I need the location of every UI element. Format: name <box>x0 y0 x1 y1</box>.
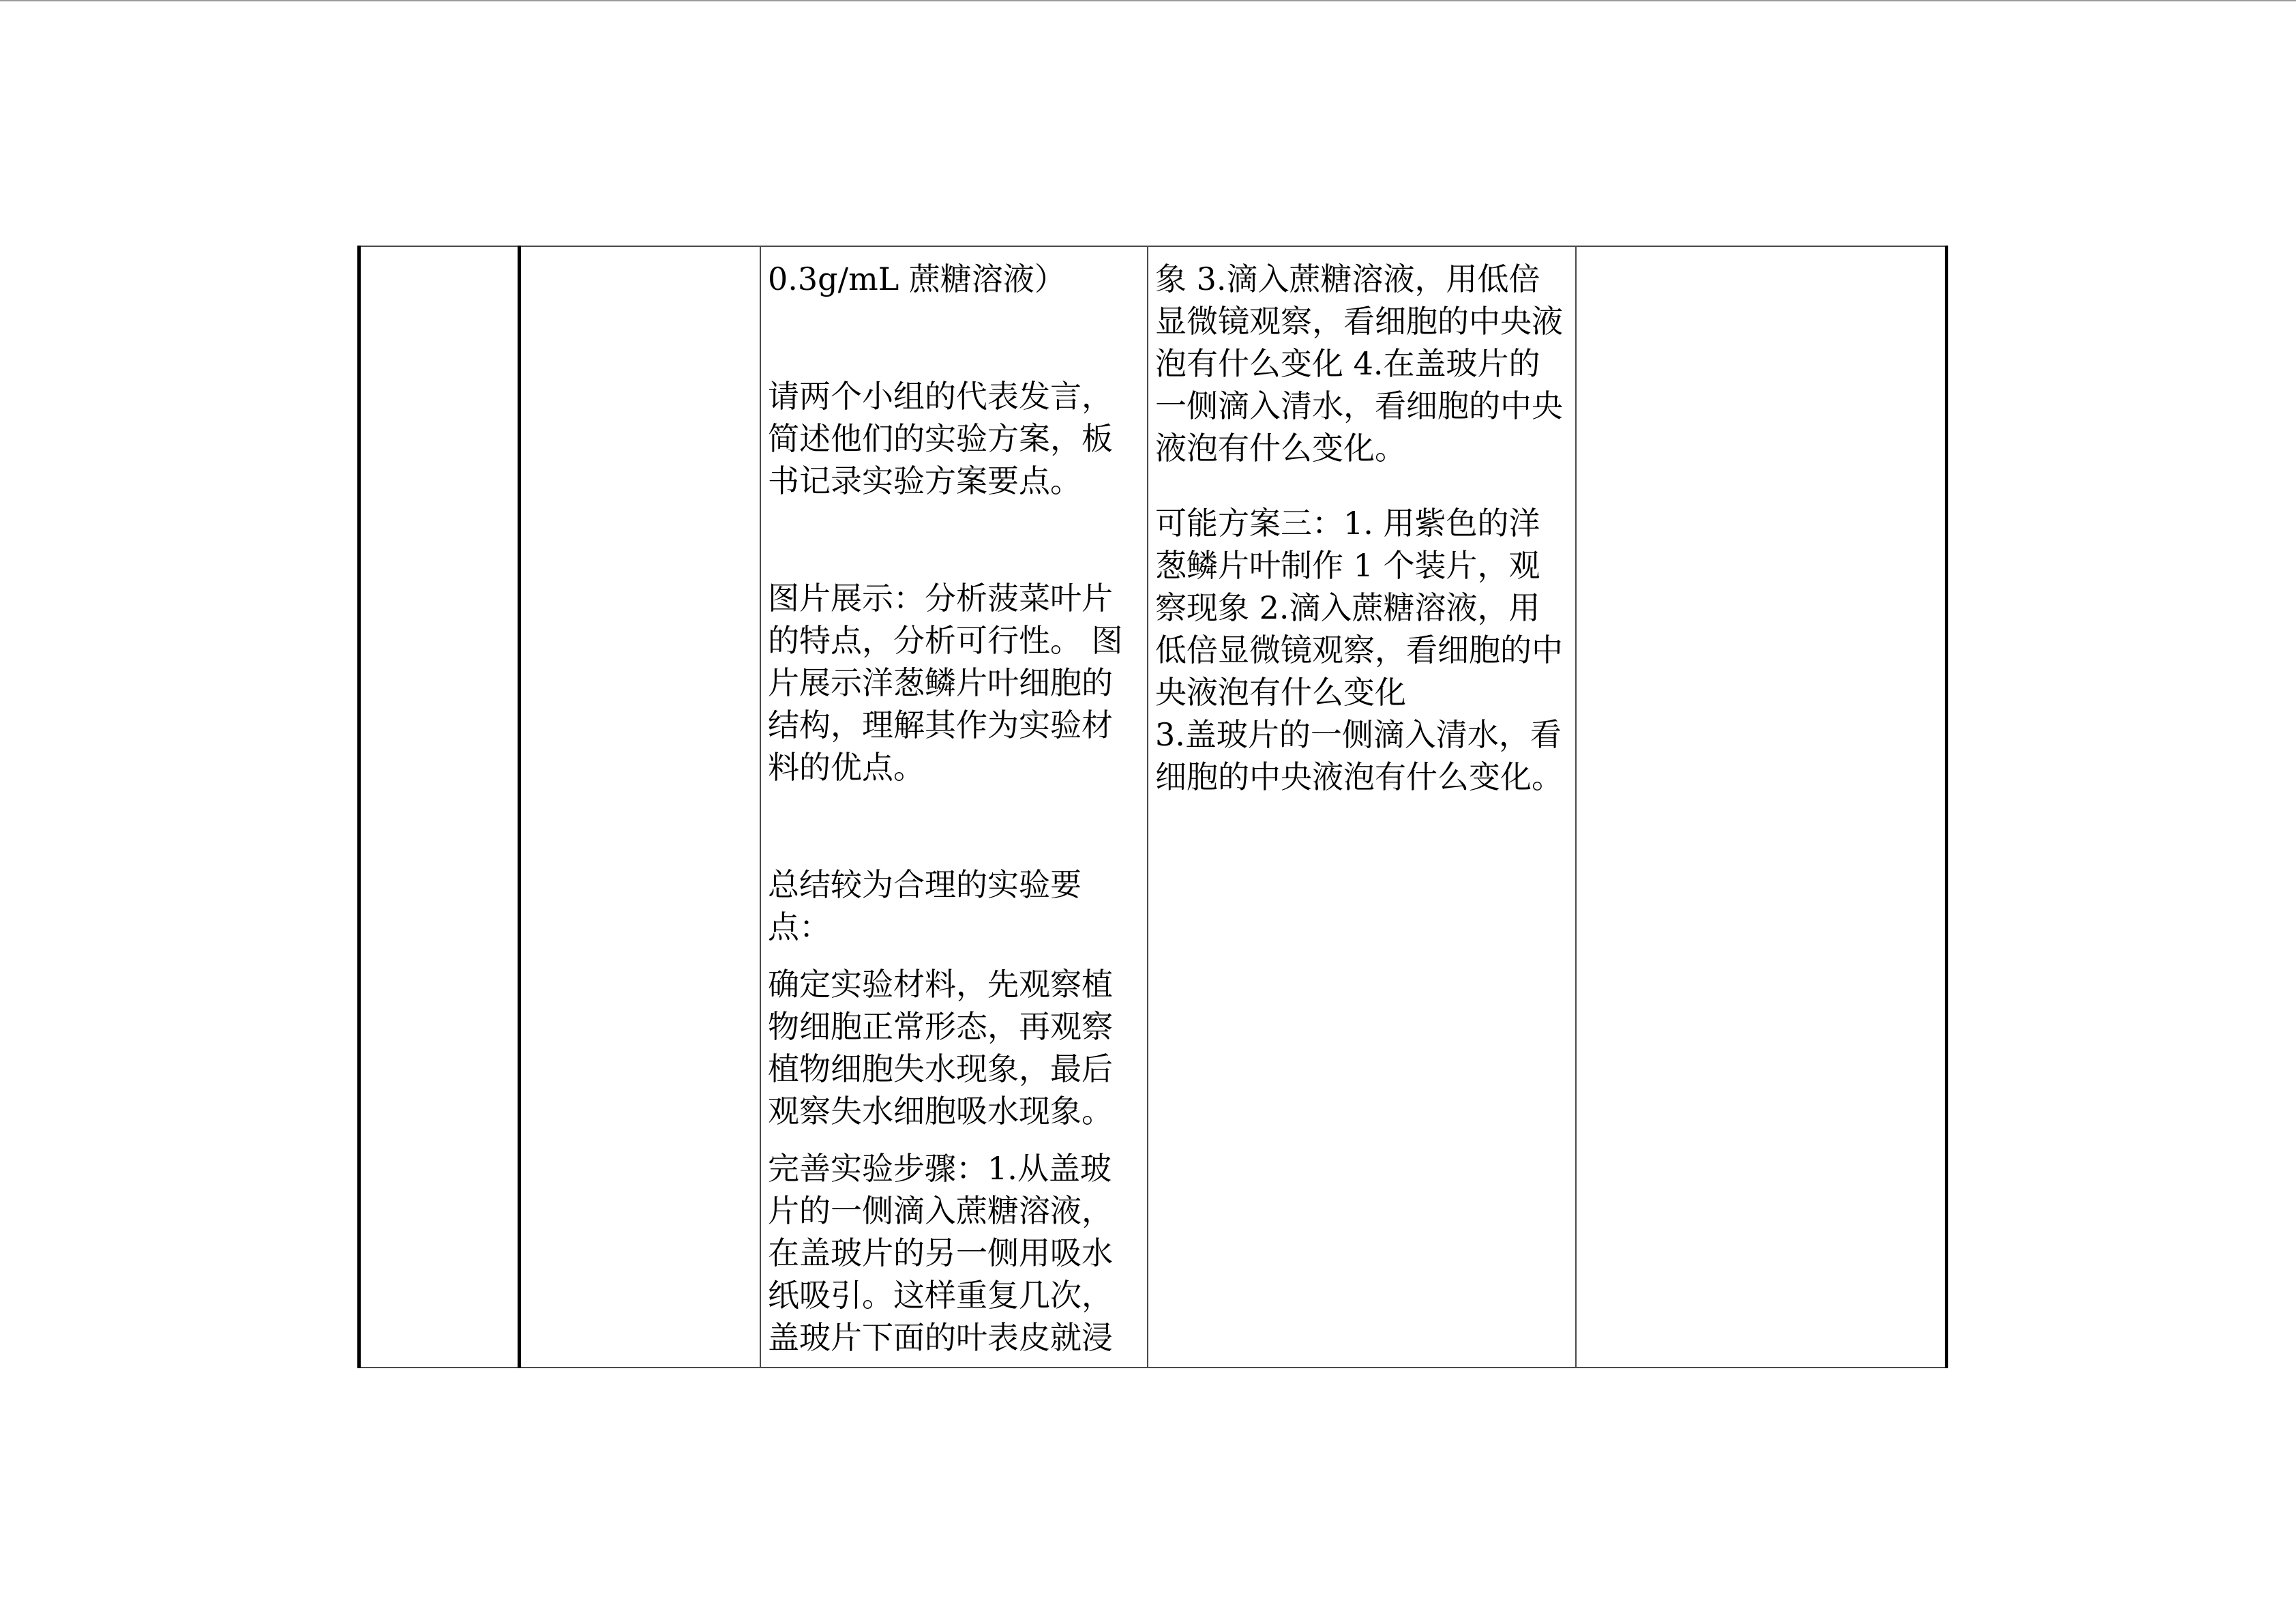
group-presentation-text: 请两个小组的代表发言，简述他们的实验方案，板书记录实验方案要点。 <box>768 378 1113 499</box>
picture-analysis-text: 图片展示：分析菠菜叶片的特点，分析可行性。 图片展示洋葱鳞片叶细胞的结构，理解其作为实验材料的优点。 <box>768 580 1123 786</box>
plan-three-step-3-text: 3.盖玻片的一侧滴入清水，看细胞的中央液泡有什么变化。 <box>1155 716 1563 795</box>
column-1-cell <box>359 246 520 1368</box>
page-top-border <box>0 0 2296 1</box>
experiment-steps-text: 完善实验步骤：1.从盖玻片的一侧滴入蔗糖溶液，在盖玻片的另一侧用吸水纸吸引。这样重复几次，盖玻片下面的叶表皮就浸 <box>768 1150 1113 1356</box>
teacher-activity-cell <box>760 246 1148 1368</box>
student-activity-cell <box>1148 246 1576 1368</box>
lesson-plan-table <box>357 246 1948 1368</box>
plan-three-text: 可能方案三：1. 用紫色的洋葱鳞片叶制作 1 个装片，观察现象 2.滴入蔗糖溶液，用低倍显微镜观察，看细胞的中央液泡有什么变化 <box>1155 505 1563 711</box>
column-5-cell <box>1576 246 1947 1368</box>
table-row <box>359 246 1947 1368</box>
material-confirmation-text: 确定实验材料，先观察植物细胞正常形态，再观察植物细胞失水现象，最后观察失水细胞吸水现象。 <box>768 966 1113 1130</box>
summary-heading: 总结较为合理的实验要点： <box>768 866 1082 945</box>
plan-two-continued-text: 象 3.滴入蔗糖溶液，用低倍显微镜观察，看细胞的中央液泡有什么变化 4.在盖玻片的一侧滴入清水，看细胞的中央液泡有什么变化。 <box>1155 261 1563 467</box>
solution-line: 0.3g/mL 蔗糖溶液） <box>768 261 1066 297</box>
column-2-cell <box>520 246 761 1368</box>
